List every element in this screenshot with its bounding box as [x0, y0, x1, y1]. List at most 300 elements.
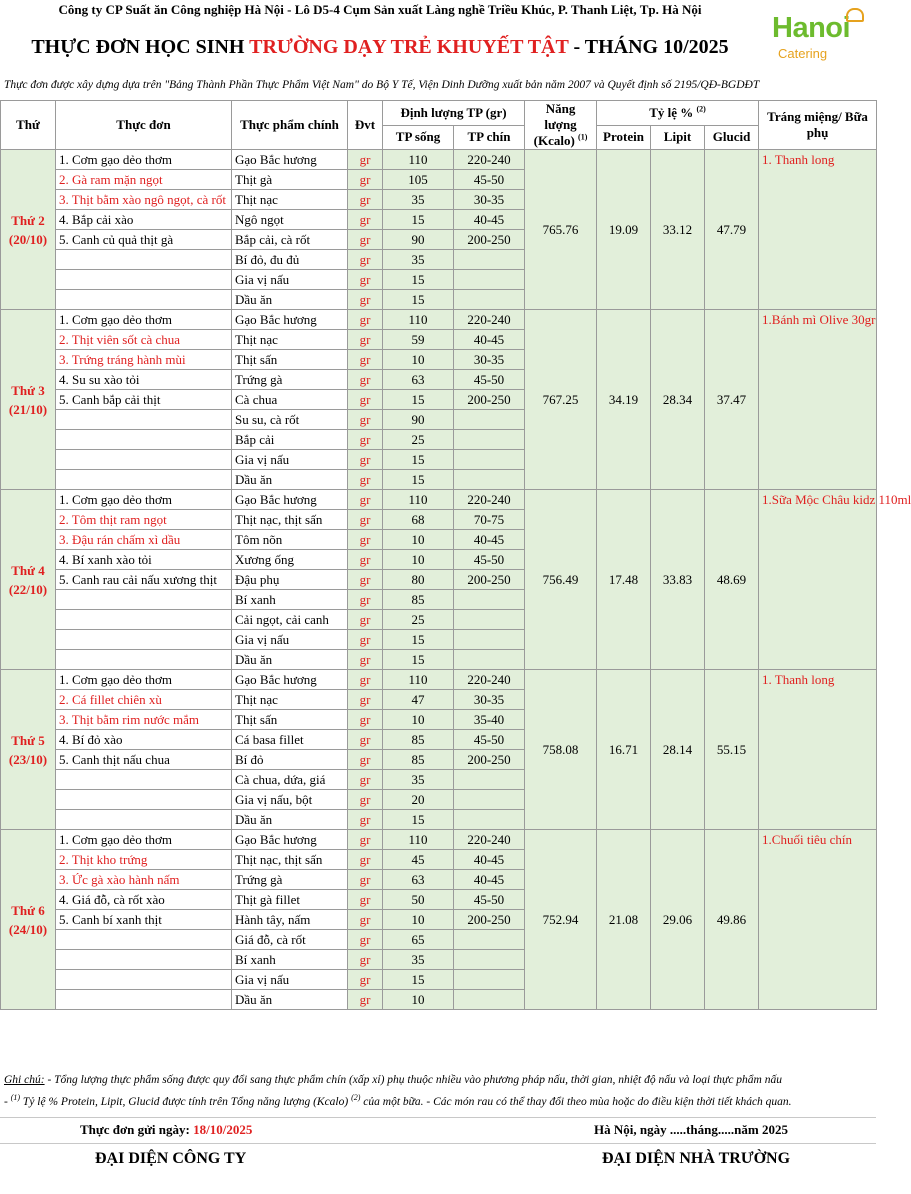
cooked-cell: [454, 930, 525, 950]
notes-sup-1: (1): [10, 1093, 21, 1103]
raw-cell: 110: [383, 830, 454, 850]
raw-cell: 10: [383, 550, 454, 570]
unit-cell: gr: [348, 770, 383, 790]
raw-cell: 25: [383, 610, 454, 630]
unit-cell: gr: [348, 170, 383, 190]
unit-cell: gr: [348, 410, 383, 430]
food-cell: Bí đỏ: [232, 750, 348, 770]
col-ratio-sup: (2): [696, 104, 706, 114]
unit-cell: gr: [348, 710, 383, 730]
day-cell: [1, 830, 56, 1010]
energy-cell: 765.76: [525, 150, 597, 310]
company-line: Công ty CP Suất ăn Công nghiệp Hà Nội - Lô D5-4 Cụm Sản xuất Làng nghề Triều Khúc, P. Thanh Liệt, Tp. Hà Nội: [58, 2, 702, 17]
hanoi-catering-logo: [768, 12, 864, 68]
food-cell: Gạo Bắc hương: [232, 150, 348, 170]
food-cell: Thịt nạc: [232, 190, 348, 210]
raw-cell: 15: [383, 470, 454, 490]
dish-cell: 4. Bí xanh xào tỏi: [56, 550, 232, 570]
logo-brand: Hanoi: [772, 12, 851, 44]
dessert-cell: 1. Thanh long: [759, 150, 877, 310]
energy-cell: 758.08: [525, 670, 597, 830]
food-cell: Thịt gà fillet: [232, 890, 348, 910]
lipit-cell: 29.06: [651, 830, 705, 1010]
unit-cell: gr: [348, 370, 383, 390]
col-protein: Protein: [597, 125, 651, 150]
cooked-cell: 220-240: [454, 670, 525, 690]
cooked-cell: 45-50: [454, 730, 525, 750]
cooked-cell: 45-50: [454, 170, 525, 190]
table-row: [1, 310, 877, 330]
raw-cell: 105: [383, 170, 454, 190]
dish-cell: [56, 630, 232, 650]
title-part2: - THÁNG 10/2025: [568, 36, 729, 58]
food-cell: Bí xanh: [232, 590, 348, 610]
raw-cell: 90: [383, 410, 454, 430]
notes-text-2: Tỷ lệ % Protein, Lipit, Glucid được tính trên Tổng năng lượng (Kcalo): [20, 1096, 352, 1108]
food-cell: Gạo Bắc hương: [232, 310, 348, 330]
food-cell: Giá đỗ, cà rốt: [232, 930, 348, 950]
title-school: TRƯỜNG DẠY TRẺ KHUYẾT TẬT: [249, 36, 569, 58]
glucid-cell: 47.79: [705, 150, 759, 310]
food-cell: Thịt sấn: [232, 350, 348, 370]
food-cell: Gia vị nấu: [232, 970, 348, 990]
cooked-cell: [454, 770, 525, 790]
dessert-cell: 1.Bánh mì Olive 30gr: [759, 310, 877, 490]
raw-cell: 15: [383, 450, 454, 470]
raw-cell: 20: [383, 790, 454, 810]
dish-cell: [56, 470, 232, 490]
dessert-cell: 1.Sữa Mộc Châu kidz 110ml: [759, 490, 877, 670]
unit-cell: gr: [348, 290, 383, 310]
unit-cell: gr: [348, 890, 383, 910]
unit-cell: gr: [348, 550, 383, 570]
raw-cell: 35: [383, 950, 454, 970]
raw-cell: 90: [383, 230, 454, 250]
cooked-cell: 30-35: [454, 350, 525, 370]
dish-cell: 2. Gà ram mặn ngọt: [56, 170, 232, 190]
raw-cell: 35: [383, 190, 454, 210]
raw-cell: 110: [383, 490, 454, 510]
food-cell: Gạo Bắc hương: [232, 830, 348, 850]
day-name: Thứ 2: [11, 212, 45, 228]
raw-cell: 15: [383, 270, 454, 290]
sent-date-value: 18/10/2025: [193, 1122, 253, 1137]
unit-cell: gr: [348, 650, 383, 670]
unit-cell: gr: [348, 270, 383, 290]
dish-cell: 1. Cơm gạo dẻo thơm: [56, 490, 232, 510]
unit-cell: gr: [348, 630, 383, 650]
raw-cell: 15: [383, 390, 454, 410]
food-cell: Cải ngọt, cải canh: [232, 610, 348, 630]
food-cell: Bí xanh: [232, 950, 348, 970]
dish-cell: 3. Thịt bằm rim nước mắm: [56, 710, 232, 730]
food-cell: Thịt nạc: [232, 690, 348, 710]
raw-cell: 35: [383, 770, 454, 790]
dish-cell: 3. Thịt bằm xào ngô ngọt, cà rốt: [56, 190, 232, 210]
table-row: [1, 670, 877, 690]
notes-text-3: của một bữa. - Các món rau có thể thay đổi theo mùa hoặc do điều kiện thời tiết khách quan.: [360, 1096, 792, 1108]
raw-cell: 25: [383, 430, 454, 450]
dish-cell: 4. Giá đỗ, cà rốt xào: [56, 890, 232, 910]
day-date: (23/10): [8, 751, 48, 767]
raw-cell: 85: [383, 730, 454, 750]
dish-cell: [56, 790, 232, 810]
food-cell: Gạo Bắc hương: [232, 490, 348, 510]
col-lipit: Lipit: [651, 125, 705, 150]
day-cell: [1, 150, 56, 310]
dish-cell: 2. Tôm thịt ram ngọt: [56, 510, 232, 530]
day-cell: [1, 670, 56, 830]
raw-cell: 110: [383, 310, 454, 330]
cooked-cell: 30-35: [454, 190, 525, 210]
dish-cell: 3. Trứng tráng hành mùi: [56, 350, 232, 370]
energy-cell: 767.25: [525, 310, 597, 490]
col-cooked: TP chín: [454, 125, 525, 150]
unit-cell: gr: [348, 850, 383, 870]
cooked-cell: 200-250: [454, 750, 525, 770]
cooked-cell: 45-50: [454, 890, 525, 910]
cooked-cell: 40-45: [454, 530, 525, 550]
unit-cell: gr: [348, 590, 383, 610]
cooked-cell: [454, 950, 525, 970]
col-day: Thứ: [1, 101, 56, 150]
dish-cell: [56, 250, 232, 270]
food-cell: Bắp cải, cà rốt: [232, 230, 348, 250]
unit-cell: gr: [348, 870, 383, 890]
notes-prefix: -: [4, 1096, 11, 1108]
col-glucid: Glucid: [705, 125, 759, 150]
cooked-cell: [454, 470, 525, 490]
dish-cell: 2. Thịt viên sốt cà chua: [56, 330, 232, 350]
food-cell: Gia vị nấu: [232, 450, 348, 470]
col-unit: Đvt: [348, 101, 383, 150]
cooked-cell: [454, 590, 525, 610]
unit-cell: gr: [348, 810, 383, 830]
unit-cell: gr: [348, 390, 383, 410]
raw-cell: 68: [383, 510, 454, 530]
raw-cell: 10: [383, 530, 454, 550]
raw-cell: 10: [383, 990, 454, 1010]
dish-cell: [56, 970, 232, 990]
raw-cell: 10: [383, 350, 454, 370]
col-menu: Thực đơn: [56, 101, 232, 150]
food-cell: Bắp cải: [232, 430, 348, 450]
dish-cell: [56, 930, 232, 950]
dish-cell: [56, 430, 232, 450]
food-cell: Đậu phụ: [232, 570, 348, 590]
dish-cell: 4. Bí đỏ xào: [56, 730, 232, 750]
lipit-cell: 28.14: [651, 670, 705, 830]
dish-cell: [56, 270, 232, 290]
menu-body: [1, 150, 911, 1010]
title-part1: THỰC ĐƠN HỌC SINH: [31, 36, 250, 58]
cooked-cell: [454, 250, 525, 270]
cooked-cell: [454, 970, 525, 990]
food-cell: Bí đỏ, đu đủ: [232, 250, 348, 270]
food-cell: Thịt nạc, thịt sấn: [232, 850, 348, 870]
dish-cell: 5. Canh bí xanh thịt: [56, 910, 232, 930]
unit-cell: gr: [348, 430, 383, 450]
dish-cell: 5. Canh củ quả thịt gà: [56, 230, 232, 250]
unit-cell: gr: [348, 790, 383, 810]
notes-label: Ghi chú:: [4, 1074, 45, 1086]
raw-cell: 15: [383, 650, 454, 670]
raw-cell: 63: [383, 370, 454, 390]
unit-cell: gr: [348, 830, 383, 850]
cooked-cell: [454, 810, 525, 830]
cooked-cell: [454, 650, 525, 670]
cooked-cell: [454, 990, 525, 1010]
dish-cell: [56, 810, 232, 830]
unit-cell: gr: [348, 230, 383, 250]
raw-cell: 110: [383, 670, 454, 690]
food-cell: Xương ống: [232, 550, 348, 570]
cooked-cell: [454, 630, 525, 650]
day-name: Thứ 3: [11, 382, 45, 398]
cooked-cell: [454, 450, 525, 470]
day-date: (24/10): [8, 921, 48, 937]
food-cell: Hành tây, nấm: [232, 910, 348, 930]
unit-cell: gr: [348, 910, 383, 930]
protein-cell: 16.71: [597, 670, 651, 830]
raw-cell: 85: [383, 750, 454, 770]
dish-cell: 1. Cơm gạo dẻo thơm: [56, 310, 232, 330]
col-energy-sup: (1): [578, 132, 588, 142]
raw-cell: 65: [383, 930, 454, 950]
unit-cell: gr: [348, 610, 383, 630]
dessert-cell: 1.Chuối tiêu chín: [759, 830, 877, 1010]
lipit-cell: 33.83: [651, 490, 705, 670]
chef-hat-icon: [846, 8, 864, 22]
unit-cell: gr: [348, 750, 383, 770]
cooked-cell: 220-240: [454, 830, 525, 850]
menu-table: [0, 100, 911, 1010]
col-quantity: Định lượng TP (gr): [383, 101, 525, 126]
raw-cell: 80: [383, 570, 454, 590]
dish-cell: 5. Canh thịt nấu chua: [56, 750, 232, 770]
raw-cell: 85: [383, 590, 454, 610]
cooked-cell: 45-50: [454, 550, 525, 570]
glucid-cell: 48.69: [705, 490, 759, 670]
dish-cell: 4. Bắp cải xào: [56, 210, 232, 230]
food-cell: Dầu ăn: [232, 470, 348, 490]
cooked-cell: [454, 270, 525, 290]
unit-cell: gr: [348, 190, 383, 210]
place-date: Hà Nội, ngày .....tháng.....năm 2025: [594, 1122, 788, 1137]
intro-note: Thực đơn được xây dựng dựa trên "Bảng Thành Phần Thực Phẩm Việt Nam" do Bộ Y Tế, Viện Dinh Dưỡng xuất bản năm 2007 và Quyết định số 2195/QĐ-BGDĐT: [4, 79, 760, 91]
cooked-cell: 45-50: [454, 370, 525, 390]
dessert-cell: 1. Thanh long: [759, 670, 877, 830]
cooked-cell: [454, 290, 525, 310]
day-name: Thứ 4: [11, 562, 45, 578]
food-cell: Gạo Bắc hương: [232, 670, 348, 690]
unit-cell: gr: [348, 970, 383, 990]
glucid-cell: 37.47: [705, 310, 759, 490]
dish-cell: 1. Cơm gạo dẻo thơm: [56, 670, 232, 690]
cooked-cell: [454, 610, 525, 630]
table-row: [1, 830, 877, 850]
col-raw: TP sống: [383, 125, 454, 150]
cooked-cell: 40-45: [454, 210, 525, 230]
cooked-cell: 200-250: [454, 910, 525, 930]
raw-cell: 15: [383, 290, 454, 310]
day-cell: [1, 490, 56, 670]
sign-company: ĐẠI DIỆN CÔNG TY: [95, 1150, 247, 1167]
glucid-cell: 55.15: [705, 670, 759, 830]
col-dessert: Tráng miệng/ Bữa phụ: [759, 101, 877, 150]
divider: [0, 1143, 876, 1144]
food-cell: Cá basa fillet: [232, 730, 348, 750]
notes-line-1: [4, 1074, 874, 1086]
raw-cell: 63: [383, 870, 454, 890]
raw-cell: 15: [383, 630, 454, 650]
raw-cell: 15: [383, 810, 454, 830]
dish-cell: [56, 410, 232, 430]
dish-cell: 5. Canh bắp cải thịt: [56, 390, 232, 410]
raw-cell: 50: [383, 890, 454, 910]
unit-cell: gr: [348, 530, 383, 550]
dish-cell: [56, 450, 232, 470]
day-date: (22/10): [8, 581, 48, 597]
cooked-cell: 220-240: [454, 490, 525, 510]
dish-cell: [56, 610, 232, 630]
unit-cell: gr: [348, 450, 383, 470]
energy-cell: 752.94: [525, 830, 597, 1010]
day-cell: [1, 310, 56, 490]
protein-cell: 34.19: [597, 310, 651, 490]
cooked-cell: [454, 790, 525, 810]
logo-sub: Catering: [778, 46, 828, 61]
raw-cell: 35: [383, 250, 454, 270]
food-cell: Su su, cà rốt: [232, 410, 348, 430]
col-ratio-label: Tỷ lệ %: [649, 104, 694, 120]
dish-cell: 2. Thịt kho trứng: [56, 850, 232, 870]
energy-cell: 756.49: [525, 490, 597, 670]
dish-cell: [56, 990, 232, 1010]
raw-cell: 110: [383, 150, 454, 170]
dish-cell: 2. Cá fillet chiên xù: [56, 690, 232, 710]
unit-cell: gr: [348, 570, 383, 590]
lipit-cell: 28.34: [651, 310, 705, 490]
lipit-cell: 33.12: [651, 150, 705, 310]
unit-cell: gr: [348, 210, 383, 230]
dish-cell: 1. Cơm gạo dẻo thơm: [56, 830, 232, 850]
cooked-cell: 220-240: [454, 150, 525, 170]
cooked-cell: 220-240: [454, 310, 525, 330]
food-cell: Thịt nạc, thịt sấn: [232, 510, 348, 530]
food-cell: Thịt nạc: [232, 330, 348, 350]
dish-cell: 1. Cơm gạo dẻo thơm: [56, 150, 232, 170]
sent-label: Thực đơn gửi ngày:: [80, 1122, 194, 1137]
dish-cell: [56, 650, 232, 670]
unit-cell: gr: [348, 690, 383, 710]
cooked-cell: 35-40: [454, 710, 525, 730]
food-cell: Gia vị nấu, bột: [232, 790, 348, 810]
day-date: (21/10): [8, 401, 48, 417]
unit-cell: gr: [348, 330, 383, 350]
dish-cell: 3. Ức gà xào hành nấm: [56, 870, 232, 890]
col-energy: [525, 101, 597, 150]
unit-cell: gr: [348, 310, 383, 330]
food-cell: Dầu ăn: [232, 650, 348, 670]
cooked-cell: 40-45: [454, 870, 525, 890]
food-cell: Dầu ăn: [232, 290, 348, 310]
unit-cell: gr: [348, 990, 383, 1010]
raw-cell: 15: [383, 210, 454, 230]
raw-cell: 59: [383, 330, 454, 350]
day-date: (20/10): [8, 231, 48, 247]
dish-cell: [56, 770, 232, 790]
cooked-cell: 200-250: [454, 390, 525, 410]
cooked-cell: 200-250: [454, 570, 525, 590]
table-row: [1, 150, 877, 170]
cooked-cell: [454, 410, 525, 430]
food-cell: Dầu ăn: [232, 990, 348, 1010]
unit-cell: gr: [348, 150, 383, 170]
dish-cell: [56, 950, 232, 970]
unit-cell: gr: [348, 950, 383, 970]
raw-cell: 47: [383, 690, 454, 710]
unit-cell: gr: [348, 510, 383, 530]
dish-cell: 3. Đậu rán chấm xì dầu: [56, 530, 232, 550]
food-cell: Ngô ngọt: [232, 210, 348, 230]
cooked-cell: 30-35: [454, 690, 525, 710]
dish-cell: 5. Canh rau cải nấu xương thịt: [56, 570, 232, 590]
unit-cell: gr: [348, 250, 383, 270]
day-name: Thứ 5: [11, 732, 45, 748]
divider: [0, 1117, 876, 1118]
food-cell: Cà chua: [232, 390, 348, 410]
cooked-cell: 70-75: [454, 510, 525, 530]
col-food: Thực phẩm chính: [232, 101, 348, 150]
notes-line-2: [4, 1093, 874, 1108]
dish-cell: [56, 590, 232, 610]
raw-cell: 15: [383, 970, 454, 990]
food-cell: Thịt gà: [232, 170, 348, 190]
unit-cell: gr: [348, 470, 383, 490]
sign-school: ĐẠI DIỆN NHÀ TRƯỜNG: [602, 1150, 791, 1167]
day-name: Thứ 6: [11, 902, 45, 918]
dish-cell: [56, 290, 232, 310]
dish-cell: 4. Su su xào tỏi: [56, 370, 232, 390]
protein-cell: 19.09: [597, 150, 651, 310]
food-cell: Cà chua, dứa, giá: [232, 770, 348, 790]
unit-cell: gr: [348, 730, 383, 750]
unit-cell: gr: [348, 670, 383, 690]
notes-sup-2: (2): [351, 1093, 361, 1103]
col-energy-label: Năng lượng (Kcalo): [533, 101, 577, 148]
food-cell: Dầu ăn: [232, 810, 348, 830]
cooked-cell: [454, 430, 525, 450]
notes-text-1: - Tổng lượng thực phẩm sống được quy đổi sang thực phẩm chín (xấp xỉ) phụ thuộc nhiều vào phương pháp nấu, thời gian, nhiệt độ nấu và loại thực phẩm nấu: [44, 1074, 782, 1086]
protein-cell: 17.48: [597, 490, 651, 670]
food-cell: Thịt sấn: [232, 710, 348, 730]
food-cell: Tôm nõn: [232, 530, 348, 550]
raw-cell: 10: [383, 710, 454, 730]
unit-cell: gr: [348, 930, 383, 950]
cooked-cell: 200-250: [454, 230, 525, 250]
food-cell: Trứng gà: [232, 870, 348, 890]
unit-cell: gr: [348, 490, 383, 510]
food-cell: Gia vị nấu: [232, 270, 348, 290]
page-title: [0, 36, 760, 59]
unit-cell: gr: [348, 350, 383, 370]
food-cell: Gia vị nấu: [232, 630, 348, 650]
sent-date: [80, 1122, 252, 1138]
cooked-cell: 40-45: [454, 850, 525, 870]
col-ratio: [597, 101, 759, 126]
cooked-cell: 40-45: [454, 330, 525, 350]
